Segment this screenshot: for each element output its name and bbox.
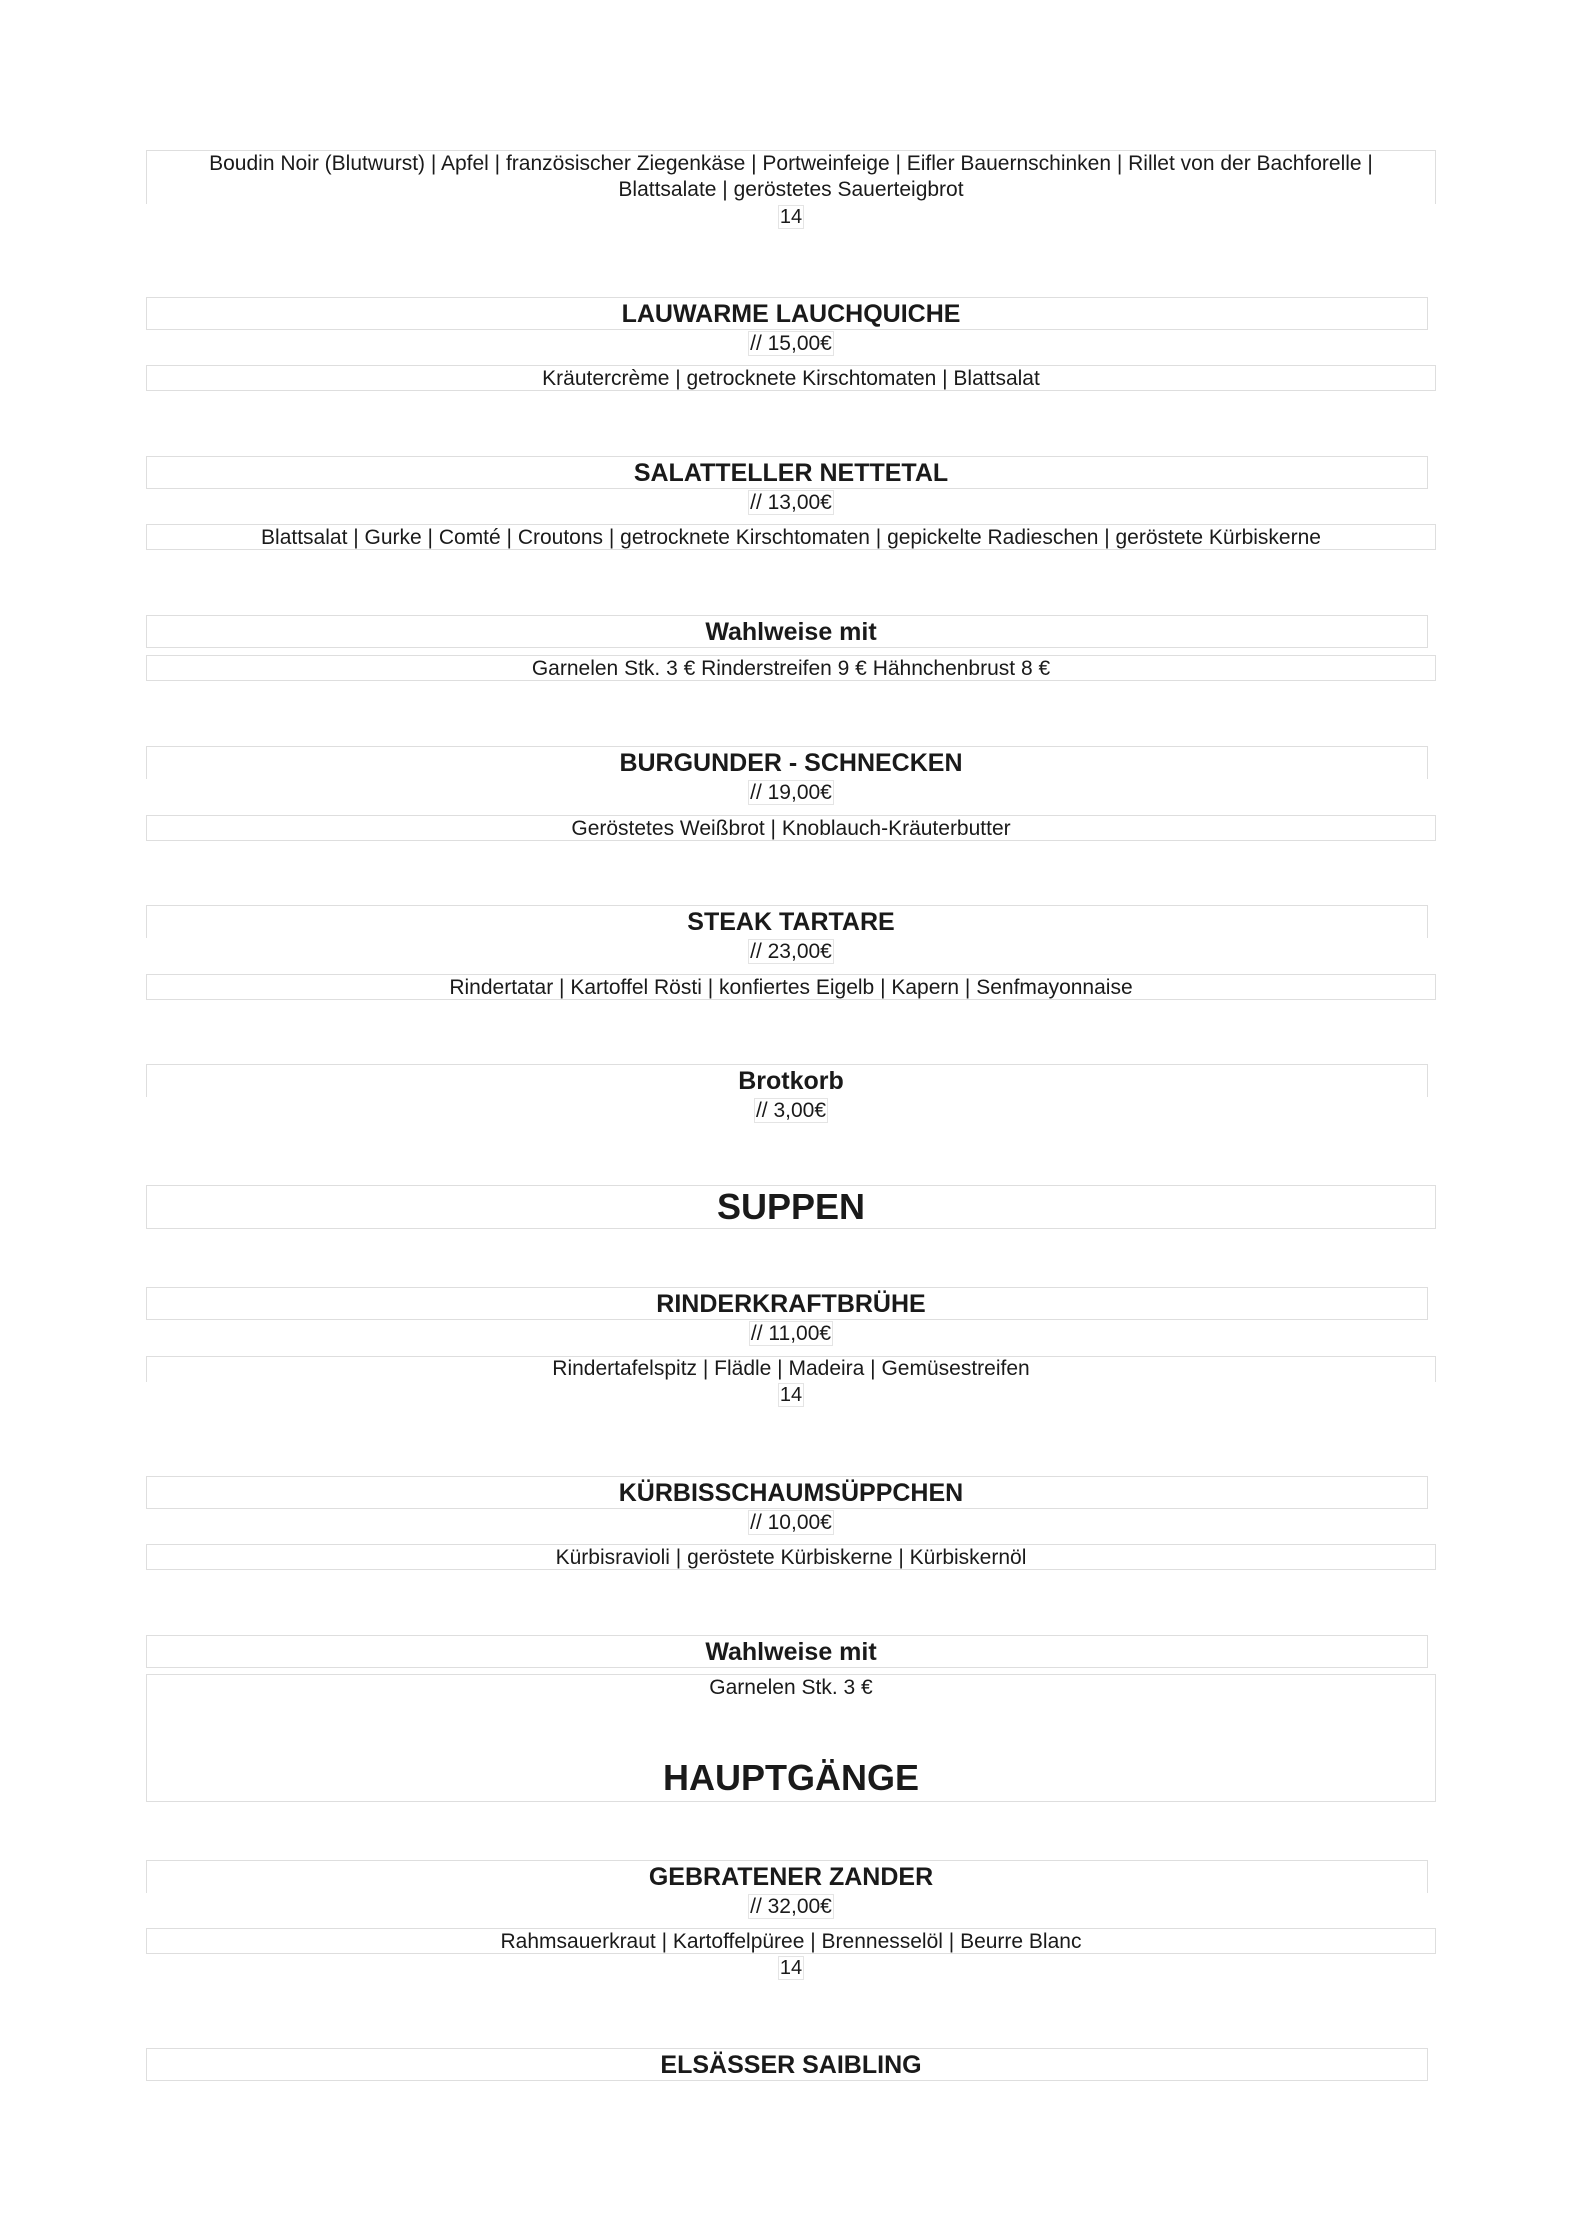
dish-title: LAUWARME LAUCHQUICHE — [621, 300, 961, 328]
section-heading: HAUPTGÄNGE — [662, 1757, 919, 1798]
dish-price: // 3,00€ — [755, 1099, 827, 1122]
dish-price: // 15,00€ — [750, 332, 832, 355]
dish-price: // 23,00€ — [750, 940, 832, 963]
dish-description: Boudin Noir (Blutwurst) | Apfel | französischer Ziegenkäse | Portweinfeige | Eifler Bauernschinken | Rillet von der Bachforelle | — [209, 152, 1373, 175]
dish-description: Rindertatar | Kartoffel Rösti | konfiertes Eigelb | Kapern | Senfmayonnaise — [449, 976, 1133, 999]
option-description: Garnelen Stk. 3 € — [709, 1676, 873, 1699]
dish-price: // 11,00€ — [750, 1322, 832, 1345]
dish-title: STEAK TARTARE — [687, 908, 895, 936]
dish-description: Kürbisravioli | geröstete Kürbiskerne | Kürbiskernöl — [555, 1546, 1027, 1569]
dish-description: Blattsalate | geröstetes Sauerteigbrot — [618, 178, 964, 201]
dish-description: Kräutercrème | getrocknete Kirschtomaten | Blattsalat — [542, 367, 1040, 390]
dish-price: // 13,00€ — [750, 491, 832, 514]
allergen-number: 14 — [779, 1957, 803, 1979]
dish-description: Blattsalat | Gurke | Comté | Croutons | getrocknete Kirschtomaten | gepickelte Radieschen | geröstete Kürbiskerne — [261, 526, 1321, 549]
dish-price: // 19,00€ — [750, 781, 832, 804]
option-title: Wahlweise mit — [705, 618, 877, 646]
dish-description: Rahmsauerkraut | Kartoffelpüree | Brennesselöl | Beurre Blanc — [500, 1930, 1082, 1953]
dish-price: // 10,00€ — [750, 1511, 832, 1534]
dish-title: BURGUNDER - SCHNECKEN — [619, 749, 963, 777]
dish-description: Geröstetes Weißbrot | Knoblauch-Kräuterbutter — [571, 817, 1011, 840]
allergen-number: 14 — [779, 206, 803, 228]
option-title: Wahlweise mit — [705, 1638, 877, 1666]
option-description: Garnelen Stk. 3 € Rinderstreifen 9 € Hähnchenbrust 8 € — [531, 657, 1051, 680]
dish-title: KÜRBISSCHAUMSÜPPCHEN — [618, 1479, 964, 1507]
dish-title: RINDERKRAFTBRÜHE — [656, 1290, 926, 1318]
dish-price: // 32,00€ — [750, 1895, 832, 1918]
dish-description: Rindertafelspitz | Flädle | Madeira | Gemüsestreifen — [552, 1357, 1030, 1380]
dish-title: SALATTELLER NETTETAL — [633, 459, 949, 487]
dish-title: ELSÄSSER SAIBLING — [660, 2051, 922, 2079]
section-heading: SUPPEN — [716, 1186, 866, 1227]
dish-title: Brotkorb — [738, 1067, 844, 1095]
allergen-number: 14 — [779, 1384, 803, 1406]
dish-title: GEBRATENER ZANDER — [648, 1863, 934, 1891]
